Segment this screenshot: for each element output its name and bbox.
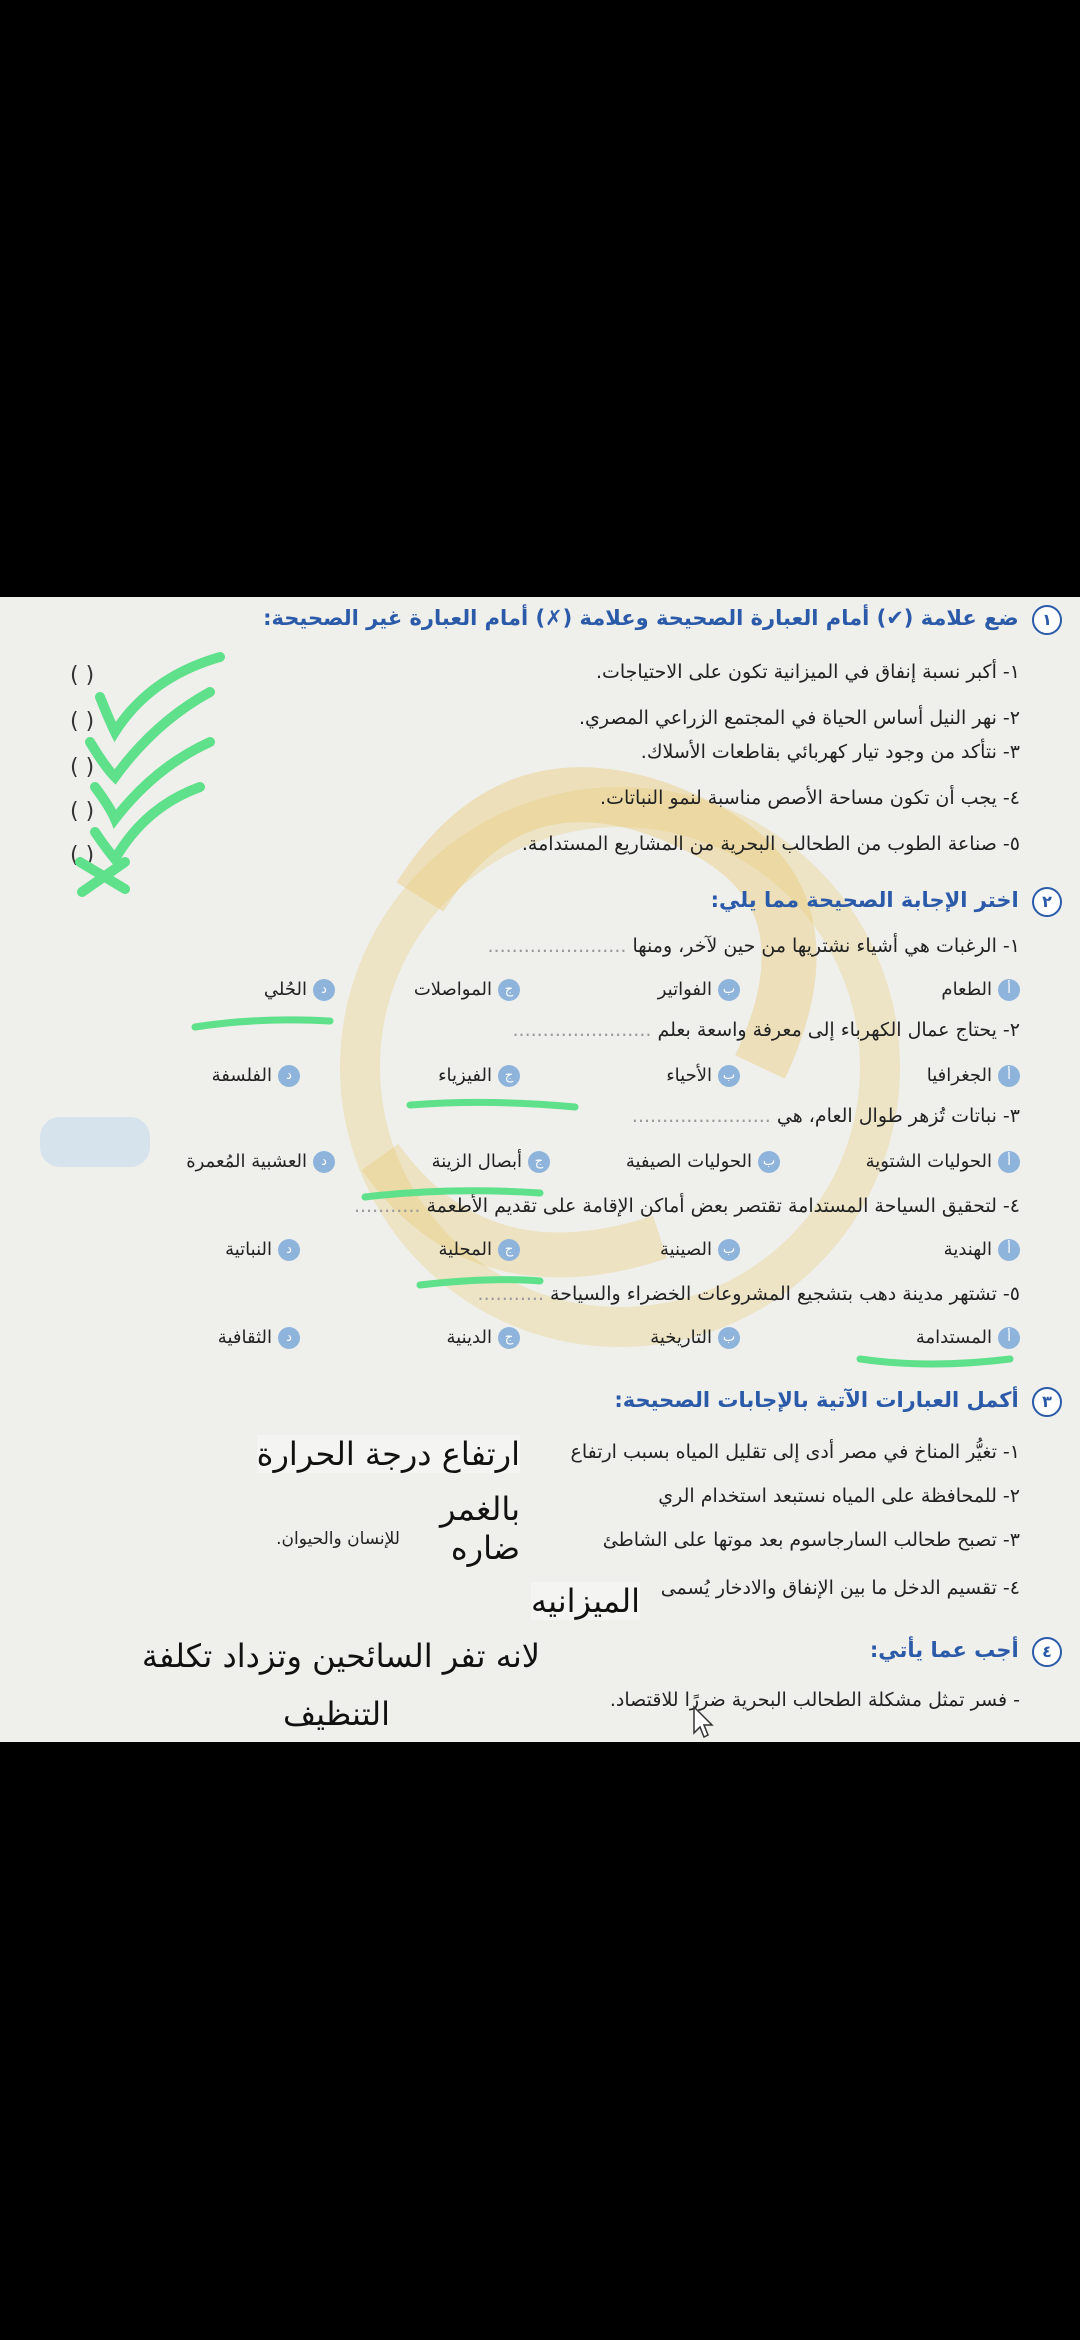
section1-number: ١ xyxy=(1032,605,1062,635)
section3-number: ٣ xyxy=(1032,1387,1062,1417)
answer-paren-2: ( ) xyxy=(70,709,95,734)
s3-item-3-tail: للإنسان والحيوان. xyxy=(276,1529,400,1549)
s1-item-2: ٢- نهر النيل أساس الحياة في المجتمع الزراعي المصري. xyxy=(578,707,1020,729)
s1-item-5: ٥- صناعة الطوب من الطحالب البحرية من المشاريع المستدامة. xyxy=(521,833,1020,855)
green-answer-underlines xyxy=(0,597,1080,1742)
s2-q4-option-b[interactable]: بالصينية xyxy=(660,1239,740,1261)
s3-item-1: ١- تغيُّر المناخ في مصر أدى إلى تقليل المياه بسبب ارتفاع xyxy=(570,1441,1020,1463)
s2-q3-option-d[interactable]: دالعشبية المُعمرة xyxy=(186,1151,335,1173)
answer-text-4: الميزانيه xyxy=(530,1582,640,1620)
s2-q4-option-d[interactable]: دالنباتية xyxy=(225,1239,300,1261)
answer-paren-3: ( ) xyxy=(70,755,95,780)
answer-text-5-line1: لانه تفر السائحين وتزداد تكلفة xyxy=(141,1637,540,1675)
section2-number: ٢ xyxy=(1032,887,1062,917)
s2-q5-option-a[interactable]: أالمستدامة xyxy=(916,1327,1020,1349)
s3-item-2: ٢- للمحافظة على المياه نستبعد استخدام الري xyxy=(658,1485,1020,1507)
s3-item-3: ٣- تصبح طحالب السارجاسوم بعد موتها على الشاطئ xyxy=(602,1529,1020,1551)
s1-item-3: ٣- نتأكد من وجود تيار كهربائي بقاطعات الأسلاك. xyxy=(640,741,1020,763)
s2-q4-option-c[interactable]: جالمحلية xyxy=(438,1239,520,1261)
section4-number: ٤ xyxy=(1032,1637,1062,1667)
s2-q2-option-d[interactable]: دالفلسفة xyxy=(212,1065,300,1087)
s2-q3-option-c[interactable]: جأبصال الزينة xyxy=(432,1151,550,1173)
section3-title: أكمل العبارات الآتية بالإجابات الصحيحة: xyxy=(614,1388,1019,1412)
s2-q5-option-c[interactable]: جالدينية xyxy=(447,1327,520,1349)
answer-text-2: بالغمر xyxy=(440,1490,520,1528)
s2-question-5: ٥- تشتهر مدينة دهب بتشجيع المشروعات الخضراء والسياحة ........... xyxy=(477,1283,1020,1305)
answer-text-5-line2: التنظيف xyxy=(283,1695,390,1733)
answer-paren-1: ( ) xyxy=(70,663,95,688)
s2-q1-option-b[interactable]: بالفواتير xyxy=(658,979,740,1001)
section1-title: ضع علامة (✔) أمام العبارة الصحيحة وعلامة (✗) أمام العبارة غير الصحيحة: xyxy=(263,606,1019,630)
s4-item-1: - فسر تمثل مشكلة الطحالب البحرية ضررًا للاقتصاد. xyxy=(609,1689,1020,1711)
s2-question-4: ٤- لتحقيق السياحة المستدامة تقتصر بعض أماكن الإقامة على تقديم الأطعمة ........... xyxy=(353,1195,1020,1217)
s2-q1-option-d[interactable]: دالحُلي xyxy=(264,979,335,1001)
s2-q5-option-d[interactable]: دالثقافية xyxy=(218,1327,300,1349)
s2-q3-option-b[interactable]: بالحوليات الصيفية xyxy=(626,1151,780,1173)
s2-question-1: ١- الرغبات هي أشياء نشتريها من حين لآخر، ومنها ....................... xyxy=(487,935,1020,957)
s2-question-3: ٣- نباتات تُزهر طوال العام، هي ....................... xyxy=(631,1105,1020,1127)
s2-q4-option-a[interactable]: أالهندية xyxy=(944,1239,1020,1261)
answer-paren-4: ( ) xyxy=(70,799,95,824)
answer-text-3: ضاره xyxy=(450,1529,520,1567)
s1-item-4: ٤- يجب أن تكون مساحة الأصص مناسبة لنمو النباتات. xyxy=(600,787,1020,809)
section2-title: اختر الإجابة الصحيحة مما يلي: xyxy=(710,888,1019,912)
section4-title: أجب عما يأتي: xyxy=(869,1638,1019,1662)
s2-q2-option-b[interactable]: بالأحياء xyxy=(666,1065,740,1087)
worksheet-page xyxy=(0,597,1080,1742)
s2-q1-option-a[interactable]: أالطعام xyxy=(941,979,1020,1001)
s2-q3-option-a[interactable]: أالحوليات الشتوية xyxy=(866,1151,1020,1173)
s2-question-2: ٢- يحتاج عمال الكهرباء إلى معرفة واسعة بعلم ....................... xyxy=(512,1019,1020,1041)
s2-q2-option-a[interactable]: أالجغرافيا xyxy=(927,1065,1020,1087)
section3-heading xyxy=(614,1387,1062,1417)
s1-item-1: ١- أكبر نسبة إنفاق في الميزانية تكون على الاحتياجات. xyxy=(595,661,1020,683)
s3-item-4: ٤- تقسيم الدخل ما بين الإنفاق والادخار يُسمى xyxy=(660,1577,1020,1599)
answer-paren-5: ( ) xyxy=(70,843,95,868)
s2-q2-option-c[interactable]: جالفيزياء xyxy=(438,1065,520,1087)
s2-q5-option-b[interactable]: بالتاريخية xyxy=(650,1327,740,1349)
s2-q1-option-c[interactable]: جالمواصلات xyxy=(414,979,520,1001)
cursor-icon xyxy=(690,1705,714,1739)
answer-text-1: ارتفاع درجة الحرارة xyxy=(256,1435,520,1473)
section4-heading xyxy=(870,1637,1062,1667)
